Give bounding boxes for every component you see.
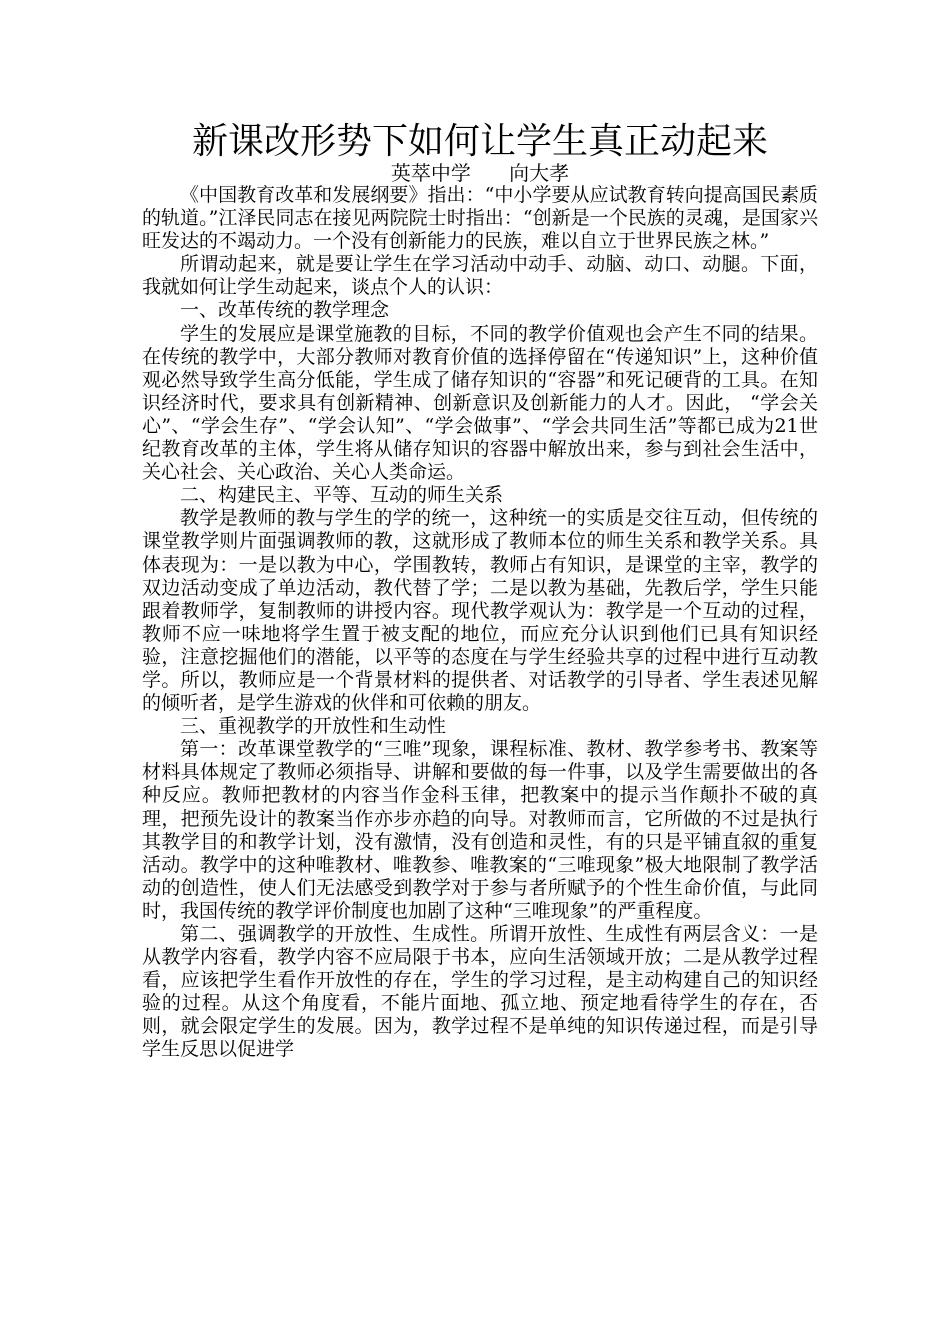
paragraph-section-3-second: 第二、强调教学的开放性、生成性。所谓开放性、生成性有两层含义：一是从教学内容看，教学内容不应局限于书本，应向生活领域开放；二是从教学过程看，应该把学生看作开放性的存在，学生的学习过程，是主动构建自己的知识经验的过程。从这个角度看，不能片面地、孤立地、预定地看待学生的存在，否则，就会限定学生的发展。因为，教学过程不是单纯的知识传递过程，而是引导学生反思以促进学 xyxy=(142,923,818,1061)
document-byline: 英萃中学 向大孝 xyxy=(390,161,570,185)
paragraph-section-1: 学生的发展应是课堂施教的目标，不同的教学价值观也会产生不同的结果。在传统的教学中，大部分教师对教育价值的选择停留在“传递知识”上，这种价值观必然导致学生高分低能，学生成了储存知识的“容器”和死记硬背的工具。在知识经济时代，要求具有创新精神、创新意识及创新能力的人才。因此， “学会关心”、“学会生存”、“学会认知”、“学会做事”、“学会共同生活”等都已成为21世纪教育改革的主体，学生将从储存知识的容器中解放出来，参与到社会生活中，关心社会、关心政治、关心人类命运。 xyxy=(142,322,818,484)
section-heading-2: 二、构建民主、平等、互动的师生关系 xyxy=(180,484,504,507)
document-title: 新课改形势下如何让学生真正动起来 xyxy=(191,121,768,162)
document-body xyxy=(142,184,818,1062)
paragraph-definition: 所谓动起来，就是要让学生在学习活动中动手、动脑、动口、动腿。下面，我就如何让学生动起来，谈点个人的认识： xyxy=(142,253,818,299)
section-heading-1: 一、改革传统的教学理念 xyxy=(180,299,390,322)
section-heading-3: 三、重视教学的开放性和生动性 xyxy=(180,715,447,738)
paragraph-intro: 《中国教育改革和发展纲要》指出：“中小学要从应试教育转向提高国民素质的轨道。”江泽民同志在接见两院院士时指出：“创新是一个民族的灵魂，是国家兴旺发达的不竭动力。一个没有创新能力的民族，难以自立于世界民族之林。” xyxy=(142,184,818,253)
paragraph-section-2: 教学是教师的教与学生的学的统一，这种统一的实质是交往互动，但传统的课堂教学则片面强调教师的教，这就形成了教师本位的师生关系和教学关系。具体表现为：一是以教为中心，学围教转，教师占有知识，是课堂的主宰，教学的双边活动变成了单边活动，教代替了学；二是以教为基础，先教后学，学生只能跟着教师学，复制教师的讲授内容。现代教学观认为：教学是一个互动的过程，教师不应一味地将学生置于被支配的地位，而应充分认识到他们已具有知识经验，注意挖掘他们的潜能，以平等的态度在与学生经验共享的过程中进行互动教学。所以，教师应是一个背景材料的提供者、对话教学的引导者、学生表述见解的倾听者，是学生游戏的伙伴和可依赖的朋友。 xyxy=(142,507,818,715)
paragraph-section-3-first: 第一：改革课堂教学的“三唯”现象，课程标准、教材、教学参考书、教案等材料具体规定了教师必须指导、讲解和要做的每一件事，以及学生需要做出的各种反应。教师把教材的内容当作金科玉律，把教案中的提示当作颠扑不破的真理，把预先设计的教案当作亦步亦趋的向导。对教师而言，它所做的不过是执行其教学目的和教学计划，没有激情，没有创造和灵性，有的只是平铺直叙的重复活动。教学中的这种唯教材、唯教参、唯教案的“三唯现象”极大地限制了教学活动的创造性，使人们无法感受到教学对于参与者所赋予的个性生命价值，与此同时，我国传统的教学评价制度也加剧了这种“三唯现象”的严重程度。 xyxy=(142,738,818,922)
